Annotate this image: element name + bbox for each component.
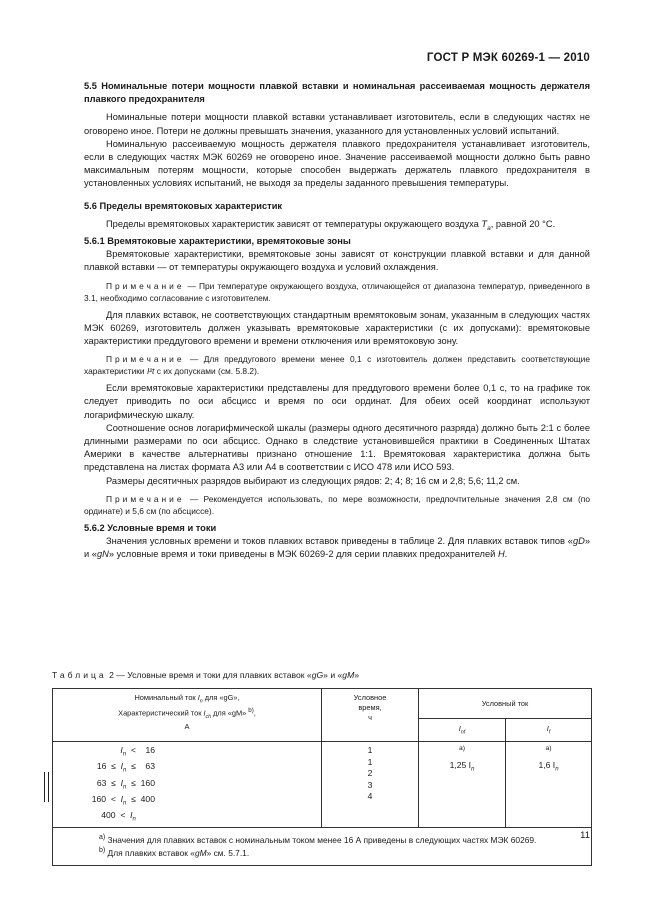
section-5-6-1-paragraph-5: Размеры десятичных разрядов выбирают из следующих рядов: 2; 4; 8; 16 см и 2,8; 5,6; 11,2 см. — [106, 475, 520, 486]
page-body — [84, 80, 590, 561]
section-5-5-paragraph-2: Номинальную рассеиваемую мощность держателя плавкого предохранителя устанавливает изготовитель, если в следующих частях МЭК 60269 не оговорено иное. Значение рассеиваемой мощности должно быть равно максимальным потерям мощности, которые способен выдержать держатель плавкого предохранителя в установленных условиях испытаний, не выходя за пределы заданного превышения температуры. — [84, 138, 590, 189]
note-3: Примечание — Рекомендуется использовать, по мере возможности, предпочтительные значения 2,8 см (по ординате) и 5,6 см (по абсциссе). — [84, 493, 590, 516]
range-row-4: $160 < I_n \le 400$ — [91, 793, 155, 807]
range-row-3: $63 \le I_n \le 160$ — [96, 777, 155, 791]
section-5-6-1-paragraph-2: Для плавких вставок, не соответствующих стандартным времятоковым зонам, указанным в следующих частях МЭК 60269, изготовитель должен указывать времятоковые характеристики (с их допусками): времятоковые характеристики преддугового времени и времени отключения или времятоковую зону. — [84, 309, 590, 346]
if-cell: a) 1,6 $I_n$ — [506, 742, 592, 828]
range-row-5: $400 < I_n$ — [101, 810, 136, 823]
section-5-5-title: 5.5 Номинальные потери мощности плавкой вставки и номинальная рассеиваемая мощность держателя плавкого предохранителя — [84, 81, 590, 105]
table-2 — [52, 688, 592, 866]
revision-bar — [48, 772, 49, 802]
current-ranges-cell — [53, 742, 322, 828]
header-inf: $I_{nf}$ — [419, 718, 506, 741]
section-5-6-paragraph: Пределы времятоковых характеристик зависят от температуры окружающего воздуха $T_a$, равной 20 °С. — [106, 218, 556, 232]
header-if: $I_f$ — [506, 718, 592, 741]
page-number: 11 — [580, 830, 590, 841]
section-5-5-paragraph-1: Номинальные потери мощности плавкой вставки устанавливает изготовитель, если в следующих частях не оговорено иное. Потери не должны превышать значения, указанного для установленных условий испытаний. — [84, 112, 590, 136]
time-value: 4 — [367, 791, 373, 802]
conventional-time-cell — [322, 742, 419, 828]
inf-cell: a) 1,25 $I_n$ — [419, 742, 506, 828]
header-rated-current: Номинальный ток $I_n$ для «gG», Характеристический ток $I_{ch}$ для «gM» $^{b)}$, A — [53, 689, 322, 742]
section-5-6-2-title: 5.6.2 Условные время и токи — [84, 522, 217, 533]
section-5-6-1-title: 5.6.1 Времятоковые характеристики, времятоковые зоны — [84, 235, 351, 246]
section-5-6-title: 5.6 Пределы времятоковых характеристик — [84, 200, 283, 211]
section-5-6-1-paragraph-4: Соотношение основ логарифмической шкалы (размеры одного десятичного разряда) должно быть 2:1 с более длинными размерами по оси абсцисс. Однако в следствие установившейся практики в Соединенных Штатах Америки в качестве альтернативы признано отношение 1:1. Времятоковая характеристика должна быть представлена на листах формата А3 или А4 в соответствии с ИСО 478 или ИСО 593. — [84, 422, 590, 473]
footnote-a: $^{a)}$ Значения для плавких вставок с номинальным током менее 16 А приведены в следующих частях МЭК 60269. — [99, 833, 537, 845]
table-footnotes — [53, 827, 592, 866]
header-conventional-time: Условное время, ч — [322, 689, 419, 742]
section-5-6-1-paragraph-3: Если времятоковые характеристики представлены для преддугового времени более 0,1 с, то на графике ток следует приводить по оси абсцисс и время по оси ординат. Для обеих осей координат используют логарифмическую шкалу. — [84, 383, 590, 420]
header-conventional-current: Условный ток — [419, 689, 592, 719]
note-1: Примечание — При температуре окружающего воздуха, отличающейся от диапазона температур, приведенного в 3.1, необходимо согласование с изготовителем. — [84, 280, 590, 303]
revision-bar — [44, 772, 45, 802]
range-row-1: $I_n$ < 16 — [120, 745, 155, 758]
time-value: 1 — [367, 745, 373, 755]
table-2-caption: Таблица 2 — Условные время и токи для плавких вставок «gG» и «gM» — [52, 670, 360, 680]
range-row-2: $16 \le I_n$ ≤ 63 — [96, 761, 155, 775]
footnote-b: $^{b)}$ Для плавких вставок «gM» см. 5.7.1. — [99, 847, 250, 859]
time-value: 3 — [367, 779, 373, 790]
time-value: 1 — [367, 756, 373, 767]
document-header: ГОСТ Р МЭК 60269-1 — 2010 — [426, 52, 590, 64]
section-5-6-1-paragraph-1: Времятоковые характеристики, времятоковые зоны зависят от конструкции плавкой вставки и для данной плавкой вставки — от температуры окружающего воздуха и условий охлаждения. — [84, 249, 590, 273]
note-2: Примечание — Для преддугового времени менее 0,1 с изготовитель должен представить соответствующие характеристики I²t с их допусками (см. 5.8.2). — [84, 354, 590, 377]
section-5-6-2-paragraph: Значения условных времени и токов плавких вставок приведены в таблице 2. Для плавких вставок типов «gD» и «gN» условные время и токи приведены в МЭК 60269-2 для серии плавких предохранителей H. — [84, 535, 590, 560]
time-value: 2 — [367, 768, 373, 779]
